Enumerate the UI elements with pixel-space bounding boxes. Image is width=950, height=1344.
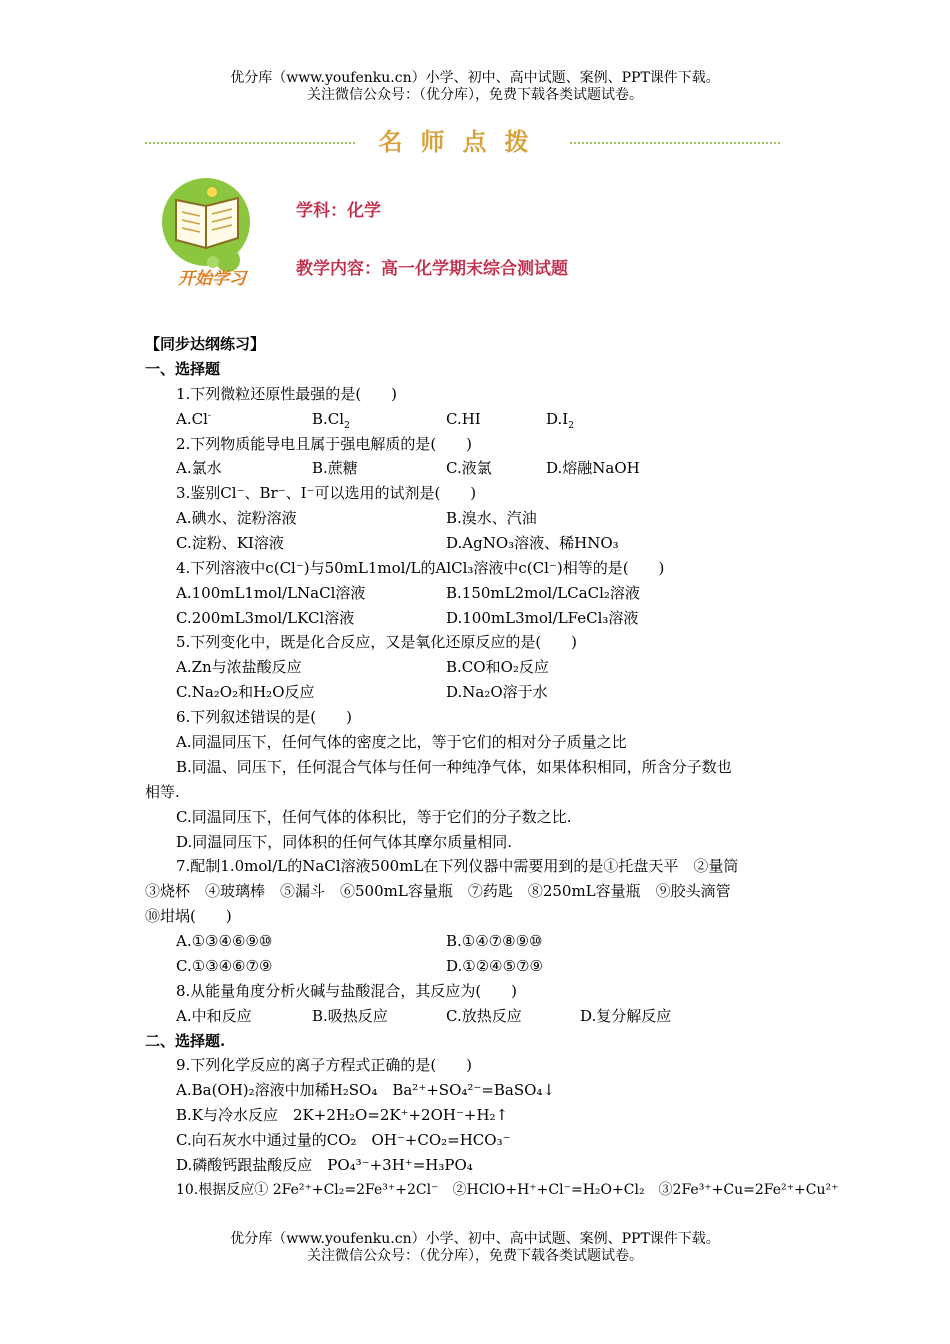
q1-option-d: $D.I_2$ (546, 410, 574, 431)
footer-line-2: 关注微信公众号：（优分库），免费下载各类试题试卷。 (307, 1248, 643, 1264)
q1-option-b: $B.Cl_2$ (312, 410, 350, 431)
q8-option-b: B.吸热反应 (312, 1007, 388, 1025)
q7-stem-line-3: ⑩坩埚( ) (145, 907, 232, 925)
q1-stem: 1.下列微粒还原性最强的是( ) (176, 385, 398, 403)
q4-option-c: C.200mL3mol/LKCl溶液 (176, 609, 355, 627)
part-2-heading: 二、选择题. (145, 1032, 226, 1050)
q9-option-a: A.Ba(OH)₂溶液中加稀H₂SO₄ Ba²⁺+SO₄²⁻=BaSO₄↓ (176, 1081, 556, 1099)
q6-option-d: D.同温同压下，同体积的任何气体其摩尔质量相同. (176, 833, 513, 851)
q7-option-c: C.①③④⑥⑦⑨ (176, 957, 273, 975)
banner-title: 名师点拨 (378, 127, 547, 156)
q3-option-a: A.碘水、淀粉溶液 (176, 509, 297, 527)
q9-option-c: C.向石灰水中通过量的CO₂ OH⁻+CO₂=HCO₃⁻ (176, 1131, 511, 1149)
q3-option-c: C.淀粉、KI溶液 (176, 534, 284, 552)
header-line-2: 关注微信公众号：（优分库），免费下载各类试题试卷。 (307, 87, 643, 103)
banner (145, 128, 780, 156)
q3-stem: 3.鉴别Cl⁻、Br⁻、I⁻可以选用的试剂是( ) (176, 484, 477, 502)
q2-option-b: B.蔗糖 (312, 459, 358, 477)
q5-option-d: D.Na₂O溶于水 (446, 683, 548, 701)
q9-option-b: B.K与冷水反应 2K+2H₂O=2K⁺+2OH⁻+H₂↑ (176, 1106, 509, 1124)
subject-label: 学科：化学 (296, 201, 381, 221)
q3-option-b: B.溴水、汽油 (446, 509, 537, 527)
q6-option-b: B.同温、同压下，任何混合气体与任何一种纯净气体，如果体积相同，所含分子数也 (176, 758, 732, 776)
footer-line-1: 优分库（www.youfenku.cn）小学、初中、高中试题、案例、PPT课件下载。 (230, 1231, 720, 1247)
q8-stem: 8.从能量角度分析火碱与盐酸混合，其反应为( ) (176, 982, 518, 1000)
q1-option-c: C.HI (446, 410, 481, 428)
q7-option-d: D.①②④⑤⑦⑨ (446, 957, 543, 975)
q2-option-d: D.熔融NaOH (546, 459, 640, 477)
q4-option-b: B.150mL2mol/LCaCl₂溶液 (446, 584, 640, 602)
q3-option-d: D.AgNO₃溶液、稀HNO₃ (446, 534, 619, 552)
q7-option-b: B.①④⑦⑧⑨⑩ (446, 932, 543, 950)
q5-option-b: B.CO和O₂反应 (446, 658, 549, 676)
q1-option-a: A.Cl- (176, 410, 211, 428)
section-title: 【同步达纲练习】 (145, 335, 266, 353)
q8-option-d: D.复分解反应 (580, 1007, 672, 1025)
q4-stem: 4.下列溶液中c(Cl⁻)与50mL1mol/L的AlCl₃溶液中c(Cl⁻)相等的是( ) (176, 559, 665, 577)
q9-option-d: D.磷酸钙跟盐酸反应 PO₄³⁻+3H⁺=H₃PO₄ (176, 1156, 473, 1174)
q8-option-c: C.放热反应 (446, 1007, 522, 1025)
q10-stem: 10.根据反应① 2Fe²⁺+Cl₂=2Fe³⁺+2Cl⁻ ②HClO+H⁺+Cl⁻=H₂O+Cl₂ ③2Fe³⁺+Cu=2Fe²⁺+Cu²⁺ (176, 1182, 839, 1198)
q5-option-c: C.Na₂O₂和H₂O反应 (176, 683, 315, 701)
q5-stem: 5.下列变化中，既是化合反应，又是氧化还原反应的是( ) (176, 633, 578, 651)
q4-option-a: A.100mL1mol/LNaCl溶液 (176, 584, 366, 602)
q7-stem-line-2: ③烧杯 ④玻璃棒 ⑤漏斗 ⑥500mL容量瓶 ⑦药匙 ⑧250mL容量瓶 ⑨胶头滴管 (145, 882, 731, 900)
q2-stem: 2.下列物质能导电且属于强电解质的是( ) (176, 435, 473, 453)
q6-option-b-cont: 相等. (145, 783, 180, 801)
q7-stem-line-1: 7.配制1.0mol/L的NaCl溶液500mL在下列仪器中需要用到的是①托盘天平 ②量筒 (176, 857, 739, 875)
q4-option-d: D.100mL3mol/LFeCl₃溶液 (446, 609, 639, 627)
q6-option-a: A.同温同压下，任何气体的密度之比，等于它们的相对分子质量之比 (176, 733, 627, 751)
q8-option-a: A.中和反应 (176, 1007, 252, 1025)
teaching-content: 教学内容：高一化学期末综合测试题 (296, 259, 568, 279)
q6-option-c: C.同温同压下，任何气体的体积比，等于它们的分子数之比. (176, 808, 572, 826)
q7-option-a: A.①③④⑥⑨⑩ (176, 932, 273, 950)
q2-option-a: A.氯水 (176, 459, 222, 477)
q6-stem: 6.下列叙述错误的是( ) (176, 708, 353, 726)
part-1-heading: 一、选择题 (145, 360, 221, 378)
logo-caption: 开始学习 (178, 269, 246, 289)
q2-option-c: C.液氯 (446, 459, 492, 477)
q9-stem: 9.下列化学反应的离子方程式正确的是( ) (176, 1056, 473, 1074)
book-logo (158, 174, 268, 290)
header-line-1: 优分库（www.youfenku.cn）小学、初中、高中试题、案例、PPT课件下载。 (230, 70, 720, 86)
q5-option-a: A.Zn与浓盐酸反应 (176, 658, 302, 676)
